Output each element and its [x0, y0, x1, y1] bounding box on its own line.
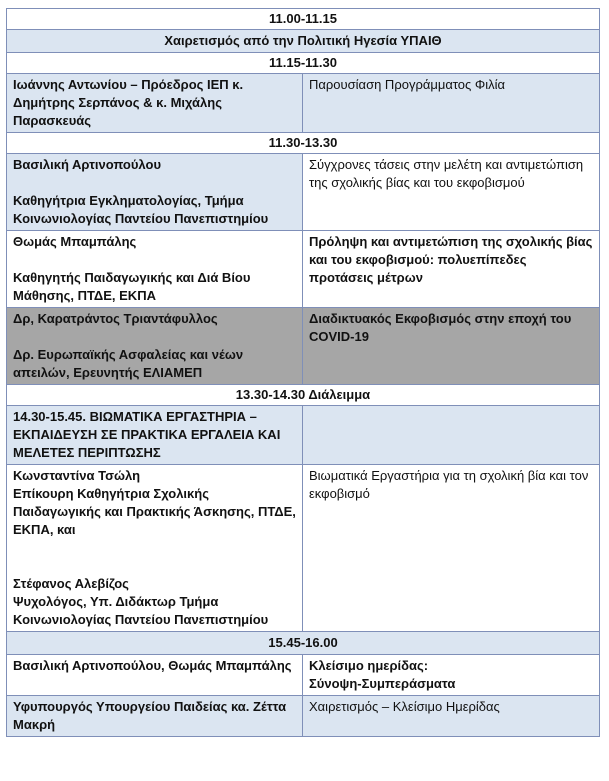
topic-cell: Σύγχρονες τάσεις στην μελέτη και αντιμετώπιση της σχολικής βίας και του εκφοβισμού [303, 154, 600, 231]
program-table [6, 8, 600, 737]
speaker-name: Βασιλική Αρτινοπούλου [13, 157, 162, 172]
topic-cell: Πρόληψη και αντιμετώπιση της σχολικής βίας και του εκφοβισμού: πολυεπίπεδες προτάσεις μέτρων [303, 231, 600, 308]
speaker-name: Θωμάς Μπαμπάλης [13, 234, 137, 249]
time-row [7, 385, 600, 406]
session-row [7, 696, 600, 737]
welcome-heading: Χαιρετισμός από την Πολιτική Ηγεσία ΥΠΑΙΘ [7, 30, 600, 53]
speaker-cell [7, 308, 303, 385]
topic-cell: Χαιρετισμός – Κλείσιμο Ημερίδας [303, 696, 600, 737]
speaker-name: Στέφανος Αλεβίζος [13, 576, 129, 591]
session-row [7, 465, 600, 632]
speaker-role: Δρ. Ευρωπαϊκής Ασφαλείας και νέων απειλών, Ερευνητής ΕΛΙΑΜΕΠ [13, 347, 244, 380]
session-row [7, 655, 600, 696]
speaker-name: Κωνσταντίνα Τσώλη [13, 468, 141, 483]
session-row [7, 308, 600, 385]
time-slot-heading: 11.15-11.30 [7, 53, 600, 74]
session-row [7, 154, 600, 231]
speaker-cell: Υφυπουργός Υπουργείου Παιδείας κα. Ζέττα Μακρή [7, 696, 303, 737]
speaker-role: Ψυχολόγος, Υπ. Διδάκτωρ Τμήμα Κοινωνιολογίας Παντείου Πανεπιστημίου [13, 594, 269, 627]
closing-subtitle: Σύνοψη-Συμπεράσματα [309, 676, 456, 691]
section-title-cell: 14.30-15.45. ΒΙΩΜΑΤΙΚΑ ΕΡΓΑΣΤΗΡΙΑ – ΕΚΠΑΙΔΕΥΣΗ ΣΕ ΠΡΑΚΤΙΚΑ ΕΡΓΑΛΕΙΑ ΚΑΙ ΜΕΛΕΤΕΣ ΠΕΡΙΠΤΩΣΗΣ [7, 406, 303, 465]
topic-cell: Βιωματικά Εργαστήρια για τη σχολική βία και τον εκφοβισμό [303, 465, 600, 632]
speaker-cell: Βασιλική Αρτινοπούλου, Θωμάς Μπαμπάλης [7, 655, 303, 696]
speaker-role: Επίκουρη Καθηγήτρια Σχολικής Παιδαγωγικής και Πρακτικής Άσκησης, ΠΤΔΕ, ΕΚΠΑ, και [13, 486, 296, 537]
speaker-role: Καθηγητής Παιδαγωγικής και Διά Βίου Μάθησης, ΠΤΔΕ, ΕΚΠΑ [13, 270, 251, 303]
speaker-cell [7, 154, 303, 231]
time-slot-heading: 15.45-16.00 [7, 632, 600, 655]
welcome-row [7, 30, 600, 53]
topic-cell: Παρουσίαση Προγράμματος Φιλία [303, 74, 600, 133]
speaker-role: Καθηγήτρια Εγκληματολογίας, Τμήμα Κοινωνιολογίας Παντείου Πανεπιστημίου [13, 193, 269, 226]
empty-cell [303, 406, 600, 465]
time-slot-heading: 11.00-11.15 [7, 9, 600, 30]
section-row [7, 406, 600, 465]
closing-title: Κλείσιμο ημερίδας: [309, 658, 429, 673]
time-slot-heading: 11.30-13.30 [7, 133, 600, 154]
break-heading: 13.30-14.30 Διάλειμμα [7, 385, 600, 406]
time-row [7, 632, 600, 655]
speaker-name: Δρ, Καρατράντος Τριαντάφυλλος [13, 311, 218, 326]
topic-cell: Διαδικτυακός Εκφοβισμός στην εποχή του COVID-19 [303, 308, 600, 385]
speaker-cell [7, 231, 303, 308]
session-row [7, 231, 600, 308]
session-row [7, 74, 600, 133]
topic-cell [303, 655, 600, 696]
speaker-cell [7, 465, 303, 632]
speaker-cell: Ιωάννης Αντωνίου – Πρόεδρος ΙΕΠ κ. Δημήτρης Σερπάνος & κ. Μιχάλης Παρασκευάς [7, 74, 303, 133]
time-row [7, 133, 600, 154]
time-row [7, 9, 600, 30]
time-row [7, 53, 600, 74]
